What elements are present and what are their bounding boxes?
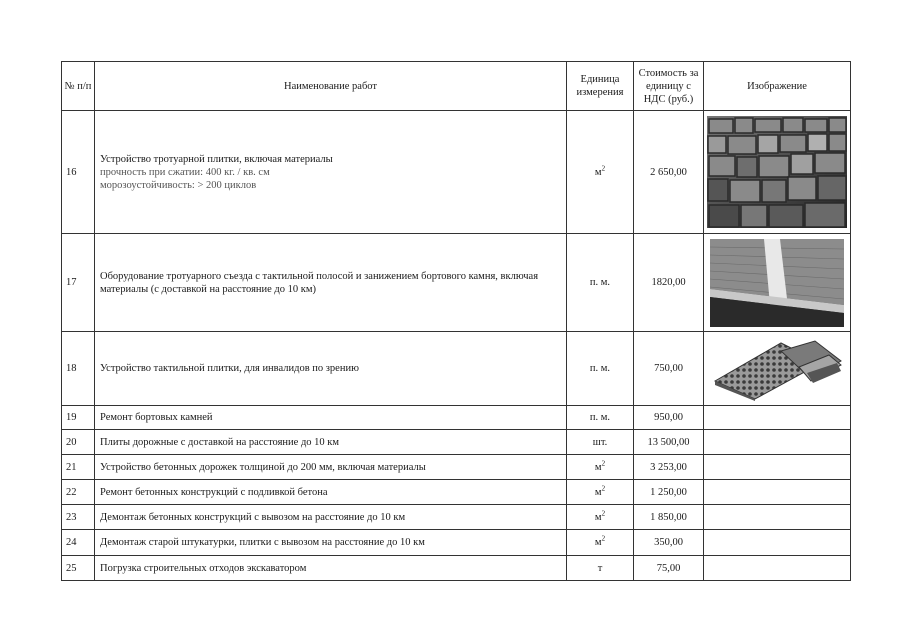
row-num: 23 bbox=[62, 505, 95, 530]
row-name: Устройство бетонных дорожек толщиной до 200 мм, включая материалы bbox=[95, 455, 567, 480]
header-row bbox=[62, 62, 851, 111]
row-name: Ремонт бетонных конструкций с подливкой бетона bbox=[95, 480, 567, 505]
row-image-cell bbox=[704, 111, 851, 234]
row-num: 17 bbox=[62, 234, 95, 332]
tactile-tiles-photo bbox=[711, 337, 843, 401]
unit-text: м bbox=[594, 461, 602, 473]
unit-text: м bbox=[594, 537, 602, 548]
row-num: 25 bbox=[62, 556, 95, 581]
unit-sup: 2 bbox=[601, 459, 606, 467]
row-name: Демонтаж бетонных конструкций с вывозом на расстояние до 10 км bbox=[95, 505, 567, 530]
header-name bbox=[95, 62, 567, 111]
header-image bbox=[704, 62, 851, 111]
header-price-label: Стоимость за единицу с НДС (руб.) bbox=[638, 67, 699, 105]
row-image-cell bbox=[704, 234, 851, 332]
row-image-cell bbox=[704, 556, 851, 581]
row-unit: п. м. bbox=[567, 406, 634, 430]
header-unit bbox=[567, 62, 634, 111]
row-price: 1820,00 bbox=[634, 234, 704, 332]
row-num: 21 bbox=[62, 455, 95, 480]
row-name: Плиты дорожные с доставкой на расстояние до 10 км bbox=[95, 430, 567, 455]
row-image-cell bbox=[704, 455, 851, 480]
row-image-cell bbox=[704, 332, 851, 406]
row-image-cell bbox=[704, 480, 851, 505]
row-sub-frost: морозоустойчивость: > 200 циклов bbox=[100, 179, 257, 191]
row-unit bbox=[567, 455, 634, 480]
row-name: Устройство тактильной плитки, для инвалидов по зрению bbox=[95, 332, 567, 406]
row-price: 2 650,00 bbox=[634, 111, 704, 234]
row-num: 16 bbox=[62, 111, 95, 234]
row-unit: п. м. bbox=[567, 332, 634, 406]
header-image-label: Изображение bbox=[747, 80, 807, 92]
paving-tiles-photo bbox=[707, 116, 847, 228]
row-num: 19 bbox=[62, 406, 95, 430]
table-row bbox=[62, 530, 851, 556]
row-unit bbox=[567, 111, 634, 234]
unit-text: м bbox=[594, 486, 602, 498]
row-unit bbox=[567, 530, 634, 556]
header-price bbox=[634, 62, 704, 111]
row-name-text: Устройство тротуарной плитки, включая материалы bbox=[100, 153, 333, 165]
header-num-label: № п/п bbox=[64, 80, 92, 92]
unit-sup: 2 bbox=[601, 509, 606, 517]
row-image-cell bbox=[704, 430, 851, 455]
row-num: 24 bbox=[62, 530, 95, 556]
row-num: 22 bbox=[62, 480, 95, 505]
header-num bbox=[62, 62, 95, 111]
table-row bbox=[62, 234, 851, 332]
row-price: 1 250,00 bbox=[634, 480, 704, 505]
price-table bbox=[61, 61, 851, 581]
row-unit: т bbox=[567, 556, 634, 581]
row-sub-strength: прочность при сжатии: 400 кг. / кв. см bbox=[100, 166, 270, 178]
table-row bbox=[62, 332, 851, 406]
row-unit bbox=[567, 505, 634, 530]
row-price: 75,00 bbox=[634, 556, 704, 581]
table-row bbox=[62, 406, 851, 430]
unit-sup: 2 bbox=[601, 164, 606, 172]
row-image-cell bbox=[704, 505, 851, 530]
table-row bbox=[62, 430, 851, 455]
unit-sup: 2 bbox=[601, 534, 606, 543]
unit-text: м bbox=[594, 166, 602, 178]
table-row bbox=[62, 556, 851, 581]
row-price: 3 253,00 bbox=[634, 455, 704, 480]
table-row bbox=[62, 505, 851, 530]
row-unit: шт. bbox=[567, 430, 634, 455]
row-name bbox=[95, 111, 567, 234]
row-unit bbox=[567, 480, 634, 505]
header-name-label: Наименование работ bbox=[284, 80, 377, 92]
row-price: 350,00 bbox=[634, 530, 704, 556]
table-row bbox=[62, 480, 851, 505]
row-name: Демонтаж старой штукатурки, плитки с вывозом на расстояние до 10 км bbox=[95, 530, 567, 556]
row-unit: п. м. bbox=[567, 234, 634, 332]
row-name: Оборудование тротуарного съезда с тактильной полосой и занижением бортового камня, включая материалы (с доставкой на расстояние до 10 км) bbox=[95, 234, 567, 332]
unit-sup: 2 bbox=[601, 484, 606, 492]
table-row bbox=[62, 455, 851, 480]
table-row bbox=[62, 111, 851, 234]
row-image-cell bbox=[704, 406, 851, 430]
header-unit-label: Единица измерения bbox=[576, 74, 624, 98]
row-num: 18 bbox=[62, 332, 95, 406]
sidewalk-ramp-photo bbox=[710, 239, 844, 327]
row-price: 750,00 bbox=[634, 332, 704, 406]
row-price: 13 500,00 bbox=[634, 430, 704, 455]
unit-text: м bbox=[594, 511, 602, 523]
row-num: 20 bbox=[62, 430, 95, 455]
row-price: 950,00 bbox=[634, 406, 704, 430]
row-name: Погрузка строительных отходов экскаватором bbox=[95, 556, 567, 581]
row-price: 1 850,00 bbox=[634, 505, 704, 530]
row-image-cell bbox=[704, 530, 851, 556]
row-name: Ремонт бортовых камней bbox=[95, 406, 567, 430]
